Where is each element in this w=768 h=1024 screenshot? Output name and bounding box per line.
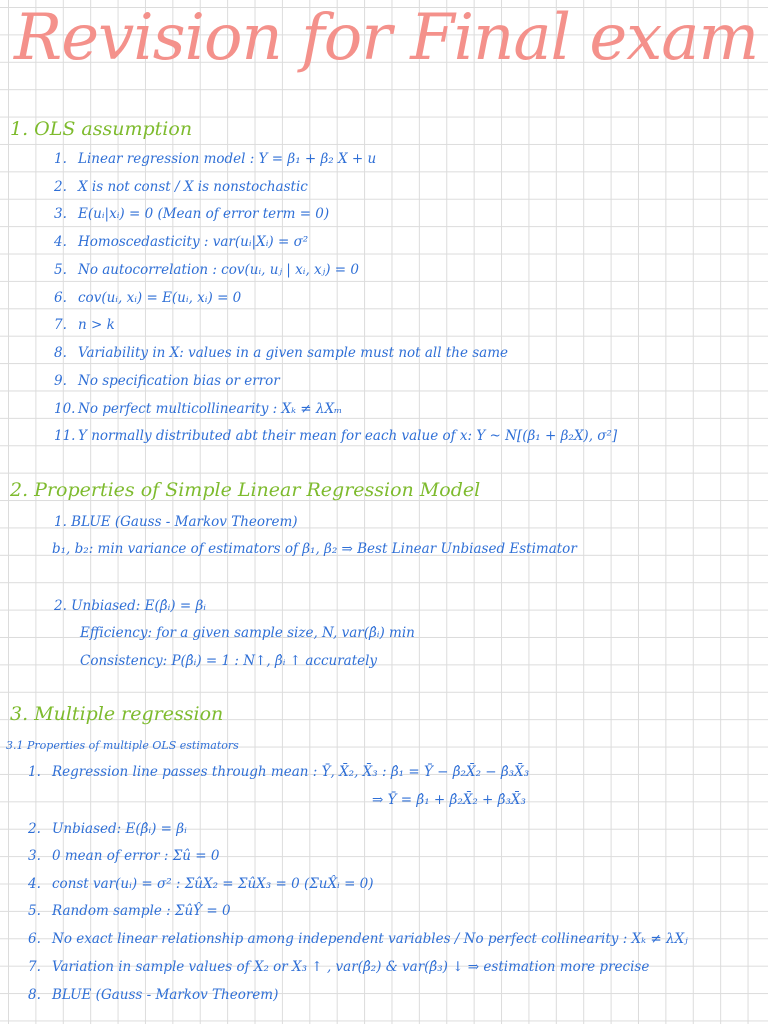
list-item: 8. BLUE (Gauss - Markov Theorem) <box>28 987 279 1003</box>
list-item: 9. No specification bias or error <box>54 373 280 389</box>
list-item: 2. Unbiased: E(β̂ᵢ) = βᵢ <box>28 821 187 837</box>
page-title: Revision for Final exam <box>14 1 759 75</box>
list-item: 10. No perfect multicollinearity : Xₖ ≠ λXₘ <box>54 401 343 417</box>
list-item: 3. E(uᵢ|xᵢ) = 0 (Mean of error term = 0) <box>54 206 330 222</box>
text-line: 1. BLUE (Gauss - Markov Theorem) <box>54 514 298 530</box>
text-line: Efficiency: for a given sample size, N, var(β̂ᵢ) min <box>80 625 415 641</box>
list-item: 2. X is not const / X is nonstochastic <box>54 179 308 195</box>
section-heading-multiple-regression: 3. Multiple regression <box>10 703 224 725</box>
text-line: b₁, b₂: min variance of estimators of β₁, β₂ ⇒ Best Linear Unbiased Estimator <box>52 541 577 557</box>
list-item: 1. Linear regression model : Y = β₁ + β₂ X + u <box>54 151 377 167</box>
list-item: 4. Homoscedasticity : var(uᵢ|Xᵢ) = σ² <box>54 234 309 250</box>
list-item: 5. Random sample : ΣûŶ = 0 <box>28 903 231 919</box>
list-item: 8. Variability in X: values in a given sample must not all the same <box>54 345 509 361</box>
list-item: 4. const var(uᵢ) = σ² : ΣûX₂ = ΣûX₃ = 0 (ΣuX̂ᵢ = 0) <box>28 876 374 892</box>
text-line: Consistency: P(β̂ᵢ) = 1 : N↑, β̂ᵢ ↑ accurately <box>80 653 378 669</box>
list-item: 3. 0 mean of error : Σû = 0 <box>28 848 220 864</box>
list-item: 7. n > k <box>54 317 115 333</box>
text-line: ⇒ Ȳ = β̂₁ + β̂₂X̄₂ + β̂₃X̄₃ <box>372 792 526 808</box>
text-line: 2. Unbiased: E(β̂ᵢ) = βᵢ <box>54 598 206 614</box>
list-item: 6. No exact linear relationship among independent variables / No perfect collinearity : Xₖ ≠ λXⱼ <box>28 931 688 947</box>
list-item: 6. cov(uᵢ, xᵢ) = E(uᵢ, xᵢ) = 0 <box>54 290 242 306</box>
section-heading-properties: 2. Properties of Simple Linear Regression Model <box>10 479 481 501</box>
list-item: 7. Variation in sample values of X₂ or X₃ ↑ , var(β̂₂) & var(β̂₃) ↓ ⇒ estimation more precise <box>28 959 650 975</box>
list-item: 11. Y normally distributed abt their mean for each value of x: Y ~ N[(β₁ + β₂X), σ²] <box>54 428 618 444</box>
list-item: 5. No autocorrelation : cov(uᵢ, uⱼ | xᵢ, xⱼ) = 0 <box>54 262 359 278</box>
subsection-heading: 3.1 Properties of multiple OLS estimators <box>6 739 239 752</box>
section-heading-ols: 1. OLS assumption <box>10 118 193 140</box>
list-item: 1. Regression line passes through mean : Ȳ, X̄₂, X̄₃ : β̂₁ = Ȳ − β̂₂X̄₂ − β̂₃X̄₃ <box>28 764 530 780</box>
